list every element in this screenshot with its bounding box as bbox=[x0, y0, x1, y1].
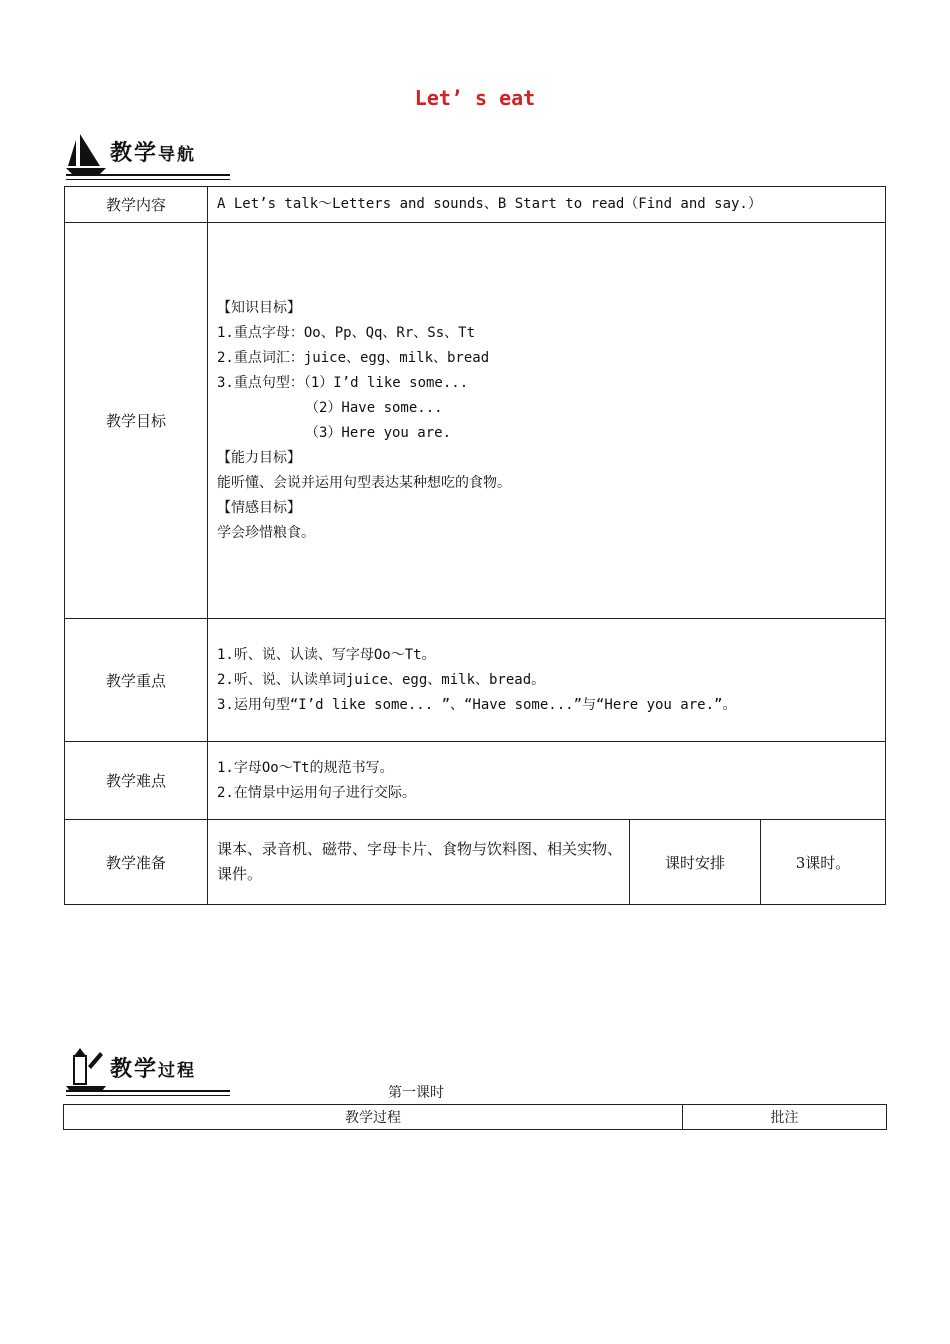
label-key-points: 教学重点 bbox=[65, 619, 208, 742]
difficult-line: 2.在情景中运用句子进行交际。 bbox=[217, 784, 416, 801]
goals-line: （3）Here you are. bbox=[305, 424, 452, 441]
difficult-line: 1.字母Oo～Tt的规范书写。 bbox=[217, 759, 394, 776]
key-line: 3.运用句型“I’d like some... ”、“Have some...”与“Here you are.”。 bbox=[217, 696, 737, 713]
notes-header: 批注 bbox=[683, 1105, 887, 1130]
goals-line: 能听懂、会说并运用句型表达某种想吃的食物。 bbox=[217, 474, 511, 491]
goals-line: 学会珍惜粮食。 bbox=[217, 524, 315, 541]
key-points-cell bbox=[208, 619, 886, 742]
key-line: 1.听、说、认读、写字母Oo～Tt。 bbox=[217, 646, 436, 663]
label-schedule: 课时安排 bbox=[630, 820, 761, 905]
banner2-title-main: 教学 bbox=[110, 1057, 159, 1082]
label-preparation: 教学准备 bbox=[65, 820, 208, 905]
goals-line: 1.重点字母：Oo、Pp、Qq、Rr、Ss、Tt bbox=[217, 324, 476, 341]
label-goals: 教学目标 bbox=[65, 223, 208, 619]
label-content: 教学内容 bbox=[65, 187, 208, 223]
process-table bbox=[63, 1104, 887, 1130]
goals-line: 【知识目标】 bbox=[217, 299, 301, 316]
content-text: A Let’s talk～Letters and sounds、B Start to read（Find and say.） bbox=[208, 187, 886, 223]
banner2-title-sub: 过程 bbox=[158, 1061, 197, 1081]
teaching-guide-table bbox=[64, 186, 886, 905]
difficulties-cell bbox=[208, 742, 886, 820]
preparation-text: 课本、录音机、磁带、字母卡片、食物与饮料图、相关实物、课件。 bbox=[208, 820, 630, 905]
schedule-value: 3课时。 bbox=[761, 820, 886, 905]
key-line: 2.听、说、认读单词juice、egg、milk、bread。 bbox=[217, 671, 546, 688]
process-header: 教学过程 bbox=[64, 1105, 683, 1130]
sailboat-icon bbox=[66, 130, 110, 176]
goals-line: 2.重点词汇：juice、egg、milk、bread bbox=[217, 349, 490, 366]
goals-line: 【情感目标】 bbox=[217, 499, 301, 516]
pencil-icon bbox=[66, 1046, 110, 1092]
goals-line: 3.重点句型：（1）I’d like some... bbox=[217, 374, 469, 391]
lesson-title: 第一课时 bbox=[388, 1085, 444, 1101]
goals-cell bbox=[208, 223, 886, 619]
goals-line: 【能力目标】 bbox=[217, 449, 301, 466]
banner-title-main: 教学 bbox=[110, 141, 159, 166]
banner-title-sub: 导航 bbox=[158, 145, 197, 165]
label-difficulties: 教学难点 bbox=[65, 742, 208, 820]
page-title: Let’ s eat bbox=[414, 86, 536, 110]
goals-line: （2）Have some... bbox=[305, 399, 443, 416]
